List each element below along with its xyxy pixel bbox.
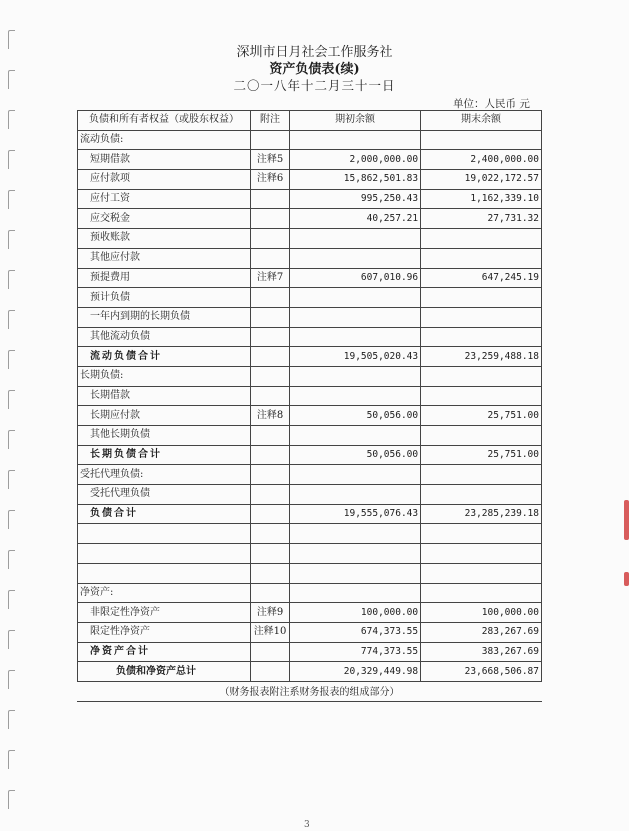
row-begin-balance bbox=[290, 544, 421, 564]
row-begin-balance bbox=[290, 465, 421, 485]
balance-sheet-table bbox=[77, 110, 542, 682]
row-begin-balance bbox=[290, 563, 421, 583]
row-note-ref bbox=[251, 445, 290, 465]
binder-hole-mark bbox=[8, 590, 15, 609]
column-header-note: 附注 bbox=[251, 111, 290, 131]
seal-fragment-top bbox=[624, 500, 629, 540]
row-end-balance bbox=[421, 544, 542, 564]
row-begin-balance bbox=[290, 583, 421, 603]
row-note-ref bbox=[251, 583, 290, 603]
row-note-ref bbox=[251, 288, 290, 308]
binder-hole-mark bbox=[8, 230, 15, 249]
row-end-balance: 19,022,172.57 bbox=[421, 170, 542, 190]
row-begin-balance bbox=[290, 386, 421, 406]
binder-hole-mark bbox=[8, 110, 15, 129]
row-item-name: 负债和净资产总计 bbox=[78, 662, 251, 682]
row-item-name: 长期借款 bbox=[78, 386, 251, 406]
row-item-name: 负债合计 bbox=[78, 504, 251, 524]
row-item-name: 净资产: bbox=[78, 583, 251, 603]
table-row bbox=[78, 544, 542, 564]
row-note-ref bbox=[251, 426, 290, 446]
row-item-name: 长期应付款 bbox=[78, 406, 251, 426]
row-note-ref: 注释8 bbox=[251, 406, 290, 426]
row-end-balance bbox=[421, 366, 542, 386]
row-item-name: 流动负债: bbox=[78, 130, 251, 150]
row-begin-balance bbox=[290, 288, 421, 308]
row-note-ref bbox=[251, 544, 290, 564]
table-row bbox=[78, 603, 542, 623]
row-end-balance bbox=[421, 524, 542, 544]
row-end-balance: 25,751.00 bbox=[421, 406, 542, 426]
row-note-ref bbox=[251, 248, 290, 268]
row-begin-balance bbox=[290, 229, 421, 249]
row-begin-balance: 100,000.00 bbox=[290, 603, 421, 623]
table-row bbox=[78, 465, 542, 485]
row-item-name: 流动负债合计 bbox=[78, 347, 251, 367]
table-header-row bbox=[78, 111, 542, 131]
table-row bbox=[78, 209, 542, 229]
table-row bbox=[78, 406, 542, 426]
row-end-balance bbox=[421, 485, 542, 505]
row-item-name: 其他应付款 bbox=[78, 248, 251, 268]
row-item-name: 净资产合计 bbox=[78, 642, 251, 662]
row-item-name: 长期负债合计 bbox=[78, 445, 251, 465]
row-end-balance bbox=[421, 426, 542, 446]
row-note-ref bbox=[251, 366, 290, 386]
row-note-ref: 注释10 bbox=[251, 622, 290, 642]
table-row bbox=[78, 248, 542, 268]
row-begin-balance: 995,250.43 bbox=[290, 189, 421, 209]
row-item-name: 短期借款 bbox=[78, 150, 251, 170]
row-item-name: 应交税金 bbox=[78, 209, 251, 229]
column-header-begin-balance: 期初余额 bbox=[290, 111, 421, 131]
table-row bbox=[78, 130, 542, 150]
row-item-name: 预提费用 bbox=[78, 268, 251, 288]
column-header-item: 负债和所有者权益（或股东权益） bbox=[78, 111, 251, 131]
row-note-ref bbox=[251, 327, 290, 347]
row-begin-balance: 774,373.55 bbox=[290, 642, 421, 662]
row-end-balance: 23,259,488.18 bbox=[421, 347, 542, 367]
table-footnote: （财务报表附注系财务报表的组成部分） bbox=[77, 684, 542, 702]
binder-hole-mark bbox=[8, 150, 15, 169]
binder-hole-mark bbox=[8, 310, 15, 329]
table-row bbox=[78, 347, 542, 367]
row-begin-balance: 2,000,000.00 bbox=[290, 150, 421, 170]
row-begin-balance bbox=[290, 327, 421, 347]
row-end-balance bbox=[421, 307, 542, 327]
row-item-name: 应付款项 bbox=[78, 170, 251, 190]
table-row bbox=[78, 622, 542, 642]
row-end-balance bbox=[421, 248, 542, 268]
binder-hole-mark bbox=[8, 470, 15, 489]
row-note-ref bbox=[251, 524, 290, 544]
row-begin-balance: 15,862,501.83 bbox=[290, 170, 421, 190]
table-row bbox=[78, 563, 542, 583]
row-item-name: 预计负债 bbox=[78, 288, 251, 308]
row-begin-balance bbox=[290, 366, 421, 386]
row-begin-balance: 50,056.00 bbox=[290, 445, 421, 465]
row-note-ref bbox=[251, 229, 290, 249]
row-begin-balance: 50,056.00 bbox=[290, 406, 421, 426]
table-row bbox=[78, 642, 542, 662]
row-note-ref: 注释5 bbox=[251, 150, 290, 170]
row-end-balance: 2,400,000.00 bbox=[421, 150, 542, 170]
row-item-name: 受托代理负债: bbox=[78, 465, 251, 485]
row-item-name: 应付工资 bbox=[78, 189, 251, 209]
row-item-name: 其他流动负债 bbox=[78, 327, 251, 347]
table-row bbox=[78, 445, 542, 465]
row-end-balance: 1,162,339.10 bbox=[421, 189, 542, 209]
row-begin-balance: 20,329,449.98 bbox=[290, 662, 421, 682]
row-begin-balance bbox=[290, 248, 421, 268]
row-end-balance bbox=[421, 563, 542, 583]
row-end-balance bbox=[421, 229, 542, 249]
row-item-name: 长期负债: bbox=[78, 366, 251, 386]
row-end-balance: 23,668,506.87 bbox=[421, 662, 542, 682]
row-end-balance: 100,000.00 bbox=[421, 603, 542, 623]
row-note-ref bbox=[251, 209, 290, 229]
table-row bbox=[78, 150, 542, 170]
binder-hole-mark bbox=[8, 390, 15, 409]
binder-hole-mark bbox=[8, 750, 15, 769]
row-end-balance: 283,267.69 bbox=[421, 622, 542, 642]
row-note-ref bbox=[251, 563, 290, 583]
binder-hole-mark bbox=[8, 190, 15, 209]
row-end-balance bbox=[421, 327, 542, 347]
table-row bbox=[78, 583, 542, 603]
table-row bbox=[78, 485, 542, 505]
row-end-balance bbox=[421, 130, 542, 150]
table-row bbox=[78, 426, 542, 446]
row-item-name: 预收账款 bbox=[78, 229, 251, 249]
row-end-balance: 27,731.32 bbox=[421, 209, 542, 229]
row-item-name: 受托代理负债 bbox=[78, 485, 251, 505]
row-begin-balance: 19,555,076.43 bbox=[290, 504, 421, 524]
row-note-ref bbox=[251, 642, 290, 662]
binder-hole-mark bbox=[8, 430, 15, 449]
binder-hole-mark bbox=[8, 350, 15, 369]
row-note-ref: 注释9 bbox=[251, 603, 290, 623]
row-item-name bbox=[78, 563, 251, 583]
row-note-ref bbox=[251, 386, 290, 406]
binder-hole-mark bbox=[8, 670, 15, 689]
row-note-ref: 注释7 bbox=[251, 268, 290, 288]
table-row bbox=[78, 170, 542, 190]
table-row bbox=[78, 366, 542, 386]
page-number: 3 bbox=[304, 820, 310, 830]
column-header-end-balance: 期末余额 bbox=[421, 111, 542, 131]
row-end-balance bbox=[421, 386, 542, 406]
binder-hole-mark bbox=[8, 270, 15, 289]
row-note-ref bbox=[251, 465, 290, 485]
row-end-balance: 23,285,239.18 bbox=[421, 504, 542, 524]
row-item-name: 限定性净资产 bbox=[78, 622, 251, 642]
row-begin-balance: 19,505,020.43 bbox=[290, 347, 421, 367]
row-note-ref bbox=[251, 189, 290, 209]
row-note-ref bbox=[251, 347, 290, 367]
row-begin-balance bbox=[290, 485, 421, 505]
binder-hole-mark bbox=[8, 550, 15, 569]
row-note-ref: 注释6 bbox=[251, 170, 290, 190]
table-row bbox=[78, 504, 542, 524]
row-begin-balance bbox=[290, 307, 421, 327]
row-item-name: 一年内到期的长期负债 bbox=[78, 307, 251, 327]
row-end-balance: 383,267.69 bbox=[421, 642, 542, 662]
row-item-name bbox=[78, 524, 251, 544]
row-item-name bbox=[78, 544, 251, 564]
table-row bbox=[78, 386, 542, 406]
currency-unit: 单位：人民币 元 bbox=[453, 98, 530, 110]
row-note-ref bbox=[251, 307, 290, 327]
row-note-ref bbox=[251, 662, 290, 682]
row-begin-balance: 40,257.21 bbox=[290, 209, 421, 229]
table-body bbox=[78, 130, 542, 681]
table-row bbox=[78, 524, 542, 544]
report-date: 二〇一八年十二月三十一日 bbox=[233, 78, 396, 93]
row-item-name: 非限定性净资产 bbox=[78, 603, 251, 623]
row-end-balance bbox=[421, 583, 542, 603]
row-end-balance: 647,245.19 bbox=[421, 268, 542, 288]
row-end-balance bbox=[421, 288, 542, 308]
row-begin-balance: 607,010.96 bbox=[290, 268, 421, 288]
binder-hole-mark bbox=[8, 630, 15, 649]
table-row bbox=[78, 268, 542, 288]
row-begin-balance bbox=[290, 426, 421, 446]
row-end-balance: 25,751.00 bbox=[421, 445, 542, 465]
report-title: 资产负债表(续) bbox=[269, 62, 360, 77]
table-row bbox=[78, 288, 542, 308]
binder-hole-mark bbox=[8, 510, 15, 529]
table-row bbox=[78, 662, 542, 682]
row-note-ref bbox=[251, 504, 290, 524]
binder-hole-mark bbox=[8, 710, 15, 729]
row-begin-balance: 674,373.55 bbox=[290, 622, 421, 642]
row-begin-balance bbox=[290, 130, 421, 150]
row-note-ref bbox=[251, 130, 290, 150]
row-end-balance bbox=[421, 465, 542, 485]
row-item-name: 其他长期负债 bbox=[78, 426, 251, 446]
binder-hole-mark bbox=[8, 790, 15, 809]
table-row bbox=[78, 327, 542, 347]
org-name: 深圳市日月社会工作服务社 bbox=[236, 45, 393, 60]
table-row bbox=[78, 307, 542, 327]
row-begin-balance bbox=[290, 524, 421, 544]
table-row bbox=[78, 229, 542, 249]
table-row bbox=[78, 189, 542, 209]
row-note-ref bbox=[251, 485, 290, 505]
seal-fragment-bottom bbox=[624, 572, 629, 586]
